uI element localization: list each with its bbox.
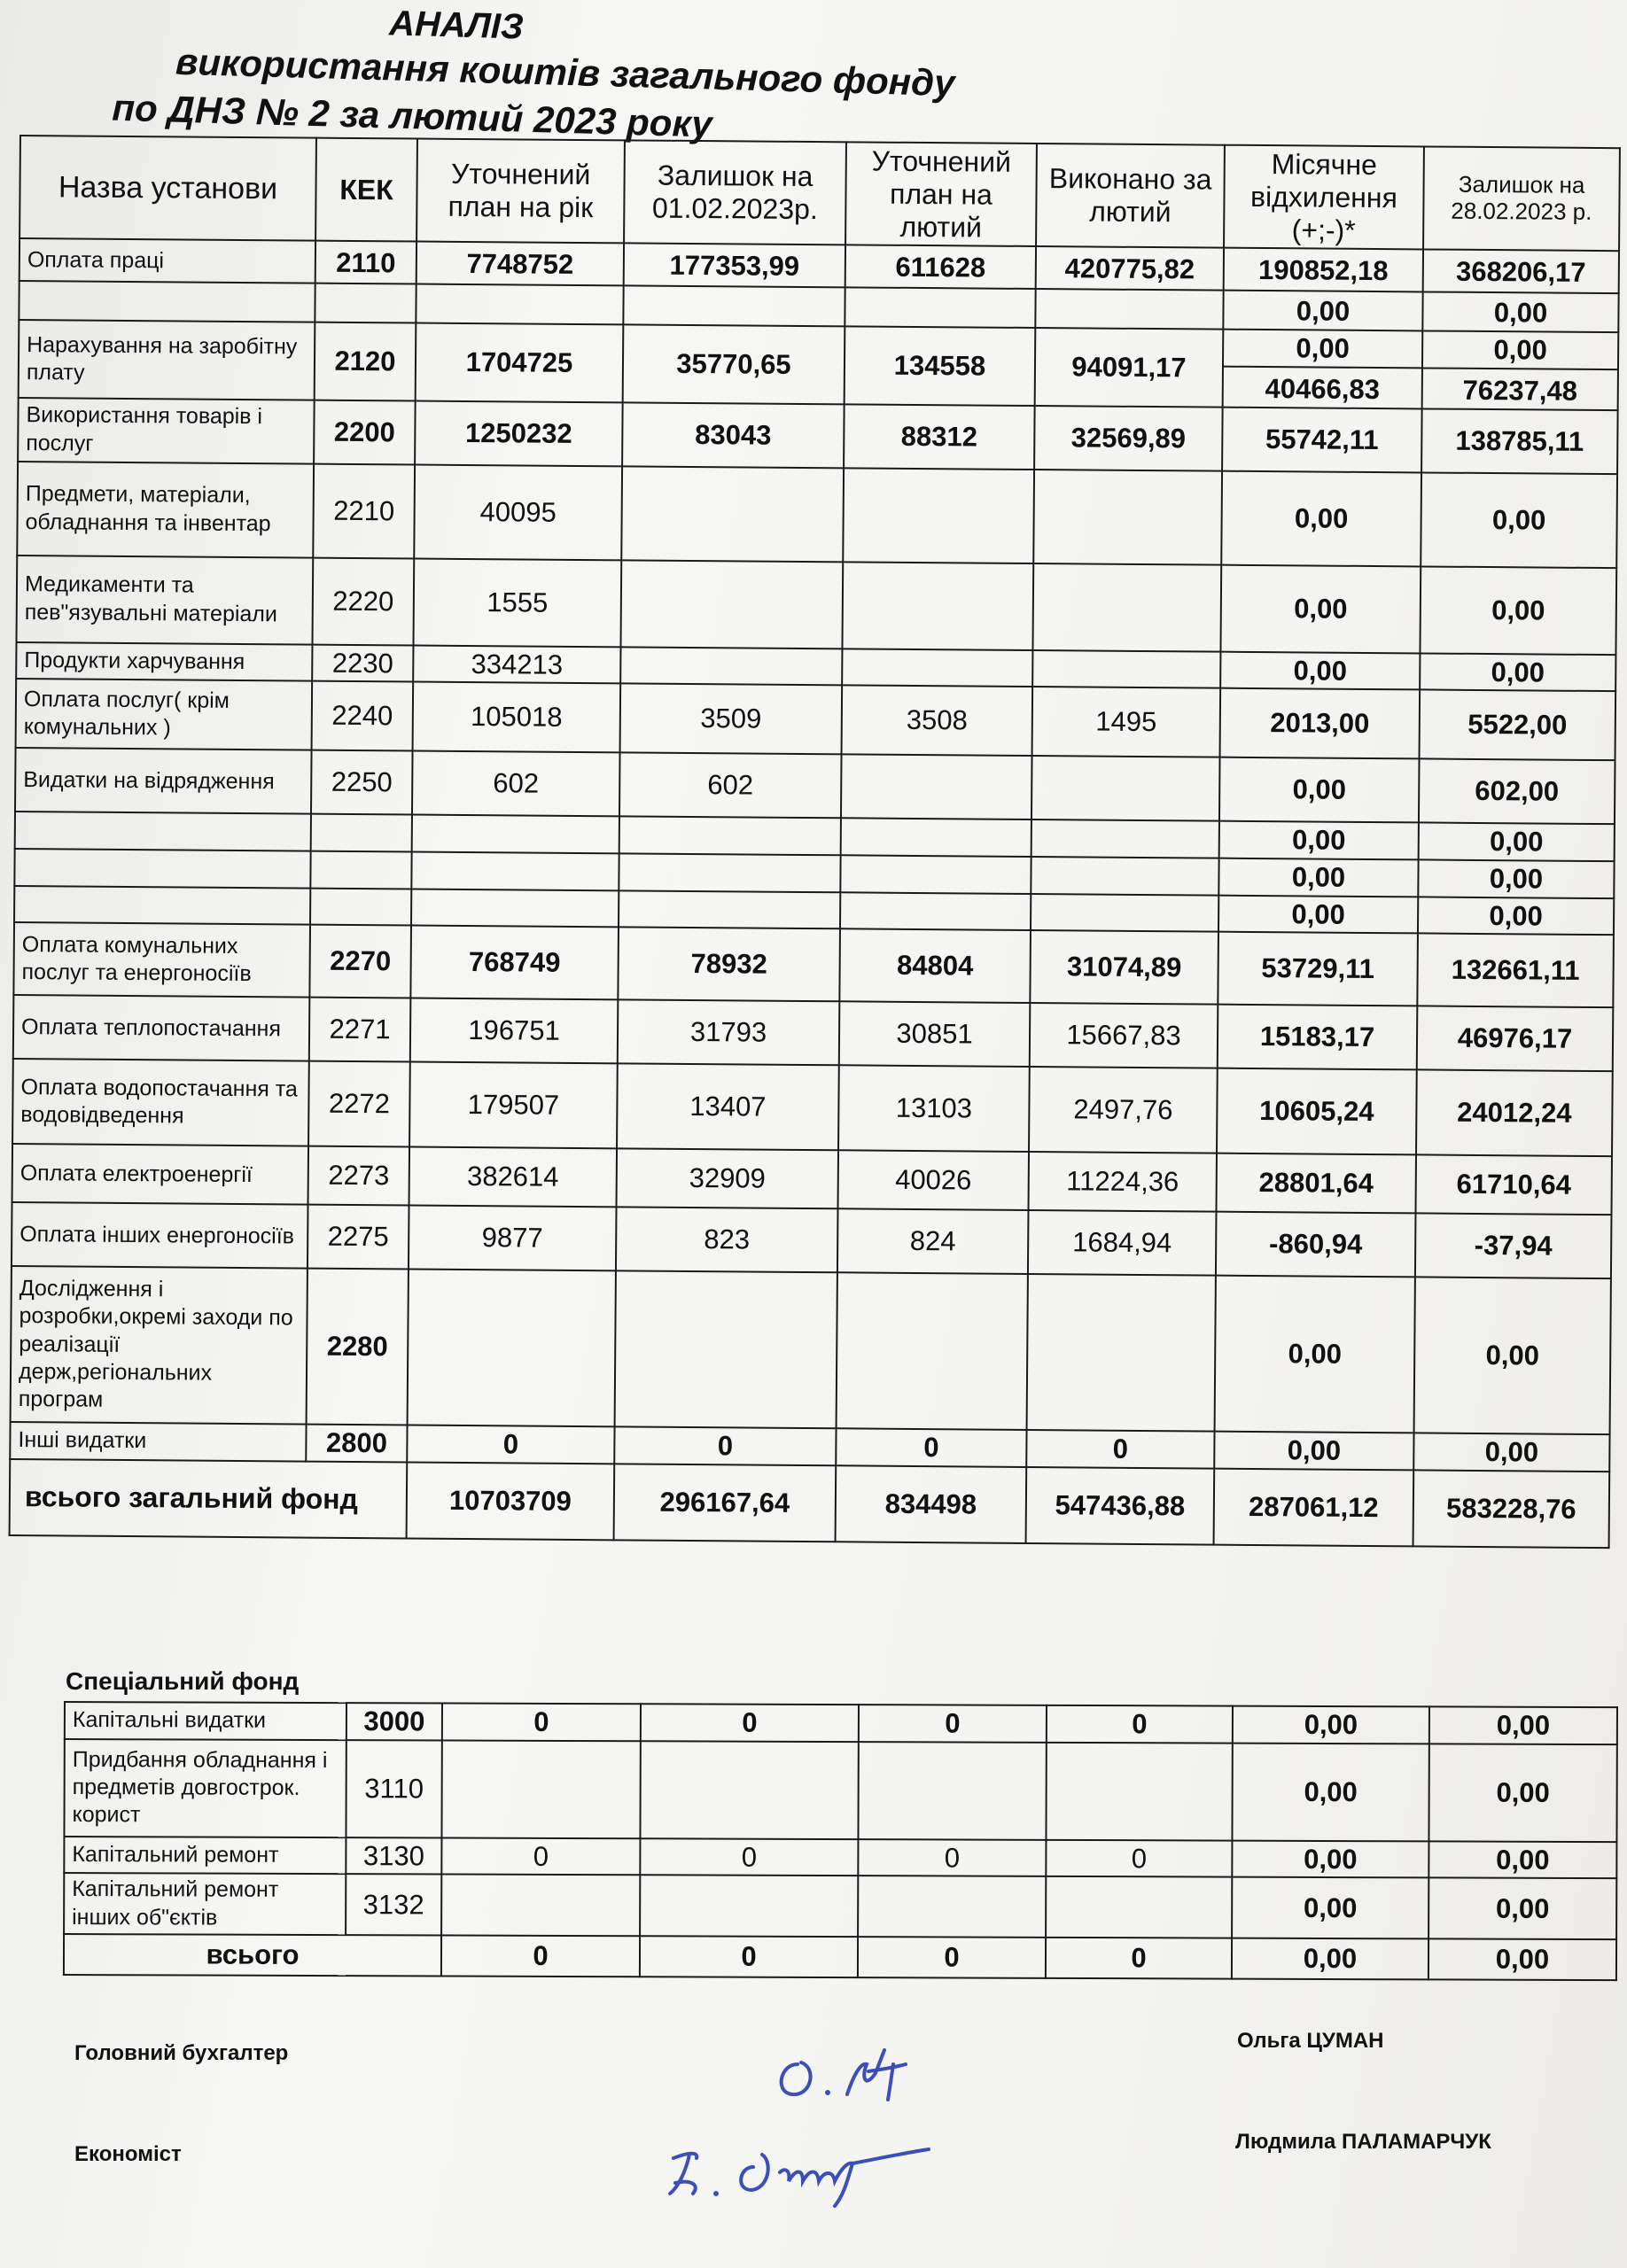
row-name-cell: Видатки на відрядження <box>15 748 312 814</box>
row-name-cell: Оплата послуг( крім комунальних ) <box>16 679 313 750</box>
rest-start-cell <box>623 286 845 327</box>
rest-end-cell: 0,00 <box>1428 1744 1616 1842</box>
plan-year-cell: 382614 <box>409 1147 618 1208</box>
rest-start-cell: 3509 <box>620 684 843 755</box>
rest-end-cell: 0,00 <box>1419 823 1615 861</box>
plan-month-cell <box>858 1742 1046 1840</box>
plan-month-cell: 0 <box>859 1705 1047 1742</box>
rest-end-cell: 0,00 <box>1428 1878 1616 1939</box>
row-name-cell: Придбання обладнання і предметів довгострок. корист <box>64 1739 346 1837</box>
deviation-cell: 190852,18 <box>1224 248 1423 292</box>
plan-month-cell: 0 <box>836 1429 1026 1467</box>
row-name-cell <box>19 281 315 322</box>
plan-year-cell: 1704725 <box>416 323 624 402</box>
special-fund-table <box>63 1701 1618 1981</box>
plan-month-cell: 0 <box>858 1839 1046 1876</box>
done-cell <box>1031 756 1220 821</box>
deviation-cell: 0,00 <box>1223 291 1422 331</box>
rest-start-cell: 0 <box>614 1427 836 1466</box>
kek-cell <box>311 814 412 852</box>
plan-month-cell <box>840 892 1031 930</box>
rest-start-cell <box>620 560 843 649</box>
done-cell <box>1031 894 1218 932</box>
plan-year-cell: 196751 <box>410 998 619 1064</box>
rest-start-cell: 177353,99 <box>624 244 845 288</box>
rest-end-cell: 0,00 <box>1428 1938 1616 1980</box>
done-cell: 547436,88 <box>1026 1467 1215 1545</box>
plan-month-cell: 40026 <box>838 1151 1030 1211</box>
pre-zero-value: 0,00 <box>1423 334 1617 370</box>
rest-end-cell: 602,00 <box>1419 759 1615 825</box>
row-name-cell: Оплата електроенергії <box>12 1144 309 1205</box>
done-cell: 0 <box>1026 1430 1214 1468</box>
row-name-cell: Нарахування на заробітну плату <box>19 320 315 400</box>
title-line-3: по ДНЗ № 2 за лютий 2023 року <box>111 86 713 145</box>
column-header: Залишок на 28.02.2023 р. <box>1423 146 1620 251</box>
rest-end-cell: 138785,11 <box>1421 408 1618 474</box>
table-row <box>64 1873 1616 1939</box>
rest-end-cell: 0,00 <box>1429 1706 1617 1744</box>
table-header-row <box>19 136 1620 252</box>
deviation-cell: 0,00 40466,83 <box>1223 330 1423 408</box>
rest-start-cell: 823 <box>616 1208 838 1273</box>
plan-year-cell: 10703709 <box>407 1462 615 1540</box>
plan-year-cell: 40095 <box>414 464 622 560</box>
plan-month-cell <box>843 468 1034 563</box>
kek-cell: 3130 <box>346 1837 441 1875</box>
plan-year-cell: 179507 <box>409 1062 618 1149</box>
row-name-cell: Предмети, матеріали, обладнання та інвентар <box>17 462 314 558</box>
column-header: Виконано за лютий <box>1036 144 1225 248</box>
rest-end-cell: 0,00 <box>1414 1278 1611 1435</box>
done-cell: 0 <box>1046 1938 1232 1979</box>
deviation-cell: 10605,24 <box>1217 1068 1417 1155</box>
plan-year-cell: 7748752 <box>416 242 624 286</box>
rest-start-cell <box>640 1876 858 1937</box>
plan-year-cell: 334213 <box>413 645 620 683</box>
rest-start-cell: 0 <box>640 1838 858 1876</box>
done-cell: 1684,94 <box>1028 1210 1217 1276</box>
row-name-cell: Медикаменти та пев"язувальні матеріали <box>17 555 314 645</box>
rest-start-cell: 31793 <box>618 1000 840 1066</box>
deviation-cell: 287061,12 <box>1214 1469 1414 1547</box>
deviation-cell: 0,00 <box>1233 1706 1429 1744</box>
plan-month-cell: 834498 <box>836 1465 1027 1543</box>
kek-cell: 2240 <box>312 681 414 751</box>
plan-month-cell <box>841 819 1031 857</box>
pre-zero-value: 0,00 <box>1224 332 1421 369</box>
table-row <box>64 1837 1616 1879</box>
kek-cell: 2120 <box>315 322 416 400</box>
economist-role: Економіст <box>74 2142 182 2166</box>
plan-year-cell <box>412 815 619 853</box>
column-header: Місячне відхилення (+;-)* <box>1224 145 1424 250</box>
table-row <box>11 1266 1611 1434</box>
done-cell: 1495 <box>1032 687 1221 757</box>
table-row <box>13 922 1614 1007</box>
plan-month-cell <box>841 755 1032 820</box>
rest-end-cell: 46976,17 <box>1417 1006 1614 1072</box>
row-name-cell: Використання товарів і послуг <box>18 398 315 464</box>
row-name-cell: Капітальний ремонт <box>64 1837 346 1875</box>
done-cell: 94091,17 <box>1035 328 1224 407</box>
done-cell: 2497,76 <box>1029 1067 1218 1153</box>
title-line-1: АНАЛІЗ <box>388 4 525 47</box>
row-name-cell: Оплата водопостачання та водовідведення <box>12 1059 309 1146</box>
special-fund-label: Спеціальний фонд <box>66 1667 300 1695</box>
rest-start-cell <box>619 817 841 856</box>
kek-cell: 2250 <box>311 750 413 815</box>
title-line-2: використання коштів загального фонду <box>175 40 956 105</box>
plan-year-cell: 9877 <box>409 1206 617 1271</box>
rest-start-cell: 296167,64 <box>614 1464 837 1542</box>
deviation-cell: 0,00 <box>1232 1743 1428 1841</box>
deviation-cell: 0,00 <box>1220 564 1421 653</box>
total-row <box>10 1459 1610 1548</box>
deviation-cell: 0,00 <box>1220 651 1420 689</box>
row-name-cell: Оплата теплопостачання <box>13 995 310 1061</box>
rest-end-cell: 132661,11 <box>1417 934 1614 1008</box>
deviation-cell: 0,00 <box>1219 757 1420 823</box>
column-header: КЕК <box>315 138 417 242</box>
kek-cell <box>310 888 411 926</box>
done-cell: 11224,36 <box>1028 1152 1217 1212</box>
plan-year-cell <box>408 1270 616 1427</box>
kek-cell: 2275 <box>307 1205 409 1270</box>
rest-end-cell: 0,00 <box>1421 472 1617 568</box>
plan-month-cell: 134558 <box>845 327 1036 406</box>
table-row <box>16 679 1616 760</box>
deviation-cell: 53729,11 <box>1218 932 1418 1006</box>
general-fund-table <box>9 135 1621 1549</box>
rest-start-cell: 0 <box>640 1936 858 1977</box>
plan-month-cell <box>840 855 1031 893</box>
column-header: Уточнений план на лютий <box>845 142 1037 246</box>
row-name-cell: Оплата праці <box>19 238 315 284</box>
deviation-cell: -860,94 <box>1216 1212 1416 1278</box>
kek-cell: 2270 <box>309 925 411 998</box>
deviation-cell: 2013,00 <box>1220 688 1421 759</box>
done-cell <box>1046 1743 1232 1841</box>
plan-month-cell: 30851 <box>839 1002 1031 1068</box>
rest-start-cell: 35770,65 <box>623 325 845 404</box>
rest-start-cell <box>621 466 844 562</box>
row-name-cell <box>14 849 310 888</box>
plan-month-cell: 611628 <box>845 245 1036 290</box>
plan-year-cell: 602 <box>412 751 620 817</box>
plan-month-cell: 3508 <box>842 686 1033 757</box>
rest-start-cell: 0 <box>641 1704 859 1741</box>
plan-month-cell <box>842 649 1032 687</box>
deviation-cell: 0,00 <box>1214 1432 1413 1470</box>
total-name-cell: всього загальний фонд <box>10 1459 408 1539</box>
plan-year-cell <box>416 284 623 325</box>
kek-cell <box>310 851 411 889</box>
rest-end-cell: 0,00 <box>1418 897 1614 935</box>
kek-cell: 2220 <box>312 557 414 645</box>
rest-start-cell <box>640 1741 858 1839</box>
plan-month-cell: 88312 <box>844 404 1035 470</box>
plan-month-cell <box>842 562 1033 650</box>
rest-end-cell: 368206,17 <box>1423 250 1619 294</box>
column-header: Уточнений план на рік <box>416 139 625 244</box>
rest-start-cell: 78932 <box>618 928 840 1002</box>
row-name-cell: Оплата комунальних послуг та енергоносіїв <box>13 922 310 998</box>
column-header: Залишок на 01.02.2023р. <box>624 140 846 245</box>
rest-start-cell: 602 <box>619 753 842 819</box>
kek-cell: 2271 <box>309 998 411 1062</box>
done-cell: 32569,89 <box>1034 406 1223 471</box>
plan-month-cell: 84804 <box>839 929 1031 1004</box>
plan-month-cell <box>845 288 1035 329</box>
done-cell <box>1032 563 1221 652</box>
table-row <box>64 1739 1616 1842</box>
table-row <box>19 320 1619 409</box>
plan-month-cell: 0 <box>858 1937 1046 1978</box>
rest-end-cell: 0,00 <box>1420 653 1615 691</box>
plan-year-cell: 768749 <box>410 926 619 1000</box>
total-name-cell: всього <box>64 1934 441 1976</box>
done-cell <box>1046 1876 1232 1938</box>
kek-cell: 2210 <box>313 463 415 558</box>
kek-cell: 2272 <box>308 1061 410 1147</box>
deviation-cell: 15183,17 <box>1218 1005 1418 1070</box>
rest-end-cell: 0,00 <box>1418 859 1614 897</box>
plan-month-cell: 824 <box>837 1209 1029 1275</box>
kek-cell: 2110 <box>315 241 416 284</box>
table-row <box>65 1702 1617 1744</box>
row-name-cell <box>15 812 311 850</box>
deviation-cell: 0,00 <box>1232 1840 1428 1877</box>
done-cell: 0 <box>1046 1840 1232 1877</box>
done-cell: 15667,83 <box>1030 1003 1218 1068</box>
rest-end-cell: 61710,64 <box>1415 1155 1612 1216</box>
plan-year-cell <box>441 1875 640 1936</box>
row-name-cell: Продукти харчування <box>16 642 312 681</box>
rest-end-cell: 0,00 76237,48 <box>1422 331 1619 410</box>
table-row <box>12 1059 1613 1156</box>
rest-end-cell: 5522,00 <box>1420 690 1616 761</box>
rest-end-cell: -37,94 <box>1415 1214 1612 1279</box>
done-cell <box>1035 289 1223 330</box>
kek-cell: 3132 <box>346 1874 441 1935</box>
plan-year-cell: 0 <box>442 1703 641 1740</box>
plan-year-cell: 1250232 <box>415 400 623 466</box>
deviation-cell: 0,00 <box>1232 1877 1428 1938</box>
row-name-cell: Капітальний ремонт інших об"єктів <box>64 1873 346 1935</box>
plan-year-cell: 0 <box>441 1935 640 1977</box>
plan-month-cell: 13103 <box>838 1066 1030 1153</box>
plan-year-cell <box>441 1740 640 1838</box>
rest-start-cell <box>620 647 842 686</box>
rest-end-cell: 24012,24 <box>1416 1070 1613 1157</box>
deviation-cell: 55742,11 <box>1222 407 1422 472</box>
plan-year-cell: 0 <box>407 1425 614 1464</box>
rest-start-cell <box>619 853 840 892</box>
kek-cell: 3000 <box>346 1703 442 1740</box>
row-name-cell: Інші видатки <box>10 1422 306 1461</box>
plan-year-cell <box>411 851 619 889</box>
plan-year-cell: 105018 <box>413 682 621 753</box>
row-name-cell: Дослідження і розробки,окремі заходи по реалізації держ,регіональних програм <box>11 1266 307 1425</box>
kek-cell: 2800 <box>306 1425 407 1463</box>
kek-cell <box>315 284 416 323</box>
rest-end-cell: 0,00 <box>1422 292 1618 333</box>
done-cell <box>1033 470 1222 565</box>
table-row <box>17 555 1617 655</box>
rest-start-cell <box>619 890 840 929</box>
rest-end-cell: 0,00 <box>1428 1841 1616 1878</box>
deviation-cell: 0,00 <box>1219 821 1419 859</box>
rest-start-cell <box>615 1271 837 1429</box>
rest-end-cell: 583228,76 <box>1413 1470 1610 1548</box>
plan-month-cell <box>858 1876 1046 1937</box>
done-cell <box>1031 857 1218 895</box>
row-name-cell: Капітальні видатки <box>65 1702 346 1740</box>
done-cell: 31074,89 <box>1030 930 1218 1005</box>
row-name-cell <box>14 886 310 925</box>
done-cell <box>1031 819 1219 858</box>
total-row <box>64 1934 1616 1980</box>
kek-cell: 2273 <box>308 1146 410 1206</box>
rest-start-cell: 32909 <box>617 1149 839 1209</box>
deviation-cell: 0,00 <box>1232 1938 1428 1979</box>
done-cell <box>1027 1274 1216 1432</box>
chief-accountant-name: Ольга ЦУМАН <box>1237 2029 1384 2053</box>
chief-accountant-role: Головний бухгалтер <box>74 2041 289 2065</box>
done-cell: 420775,82 <box>1036 246 1224 291</box>
kek-cell: 2200 <box>314 400 416 464</box>
economist-signature <box>647 2132 939 2211</box>
deviation-cell: 28801,64 <box>1216 1153 1416 1214</box>
kek-cell: 2280 <box>307 1269 409 1425</box>
economist-name: Людмила ПАЛАМАРЧУК <box>1235 2130 1491 2154</box>
rest-start-cell: 13407 <box>617 1064 839 1151</box>
rest-end-cell: 0,00 <box>1413 1433 1609 1472</box>
deviation-cell: 0,00 <box>1218 895 1418 933</box>
rest-start-cell: 83043 <box>622 402 845 468</box>
plan-year-cell <box>411 889 619 927</box>
row-name-cell: Оплата інших енергоносіїв <box>12 1202 308 1269</box>
done-cell <box>1032 650 1220 688</box>
plan-month-cell <box>837 1273 1028 1431</box>
deviation-cell: 0,00 <box>1215 1276 1415 1433</box>
document-title <box>111 0 1010 157</box>
done-cell: 0 <box>1047 1705 1233 1743</box>
kek-cell: 3110 <box>346 1740 441 1837</box>
table-row <box>17 462 1617 568</box>
plan-year-cell: 1555 <box>413 558 621 647</box>
plan-year-cell: 0 <box>441 1837 640 1875</box>
deviation-cell: 0,00 <box>1218 858 1418 897</box>
kek-cell: 2230 <box>312 644 413 682</box>
deviation-cell: 0,00 <box>1221 470 1421 566</box>
column-header: Назва установи <box>19 136 316 241</box>
rest-end-cell: 0,00 <box>1420 566 1616 655</box>
chief-accountant-signature <box>762 2038 939 2109</box>
